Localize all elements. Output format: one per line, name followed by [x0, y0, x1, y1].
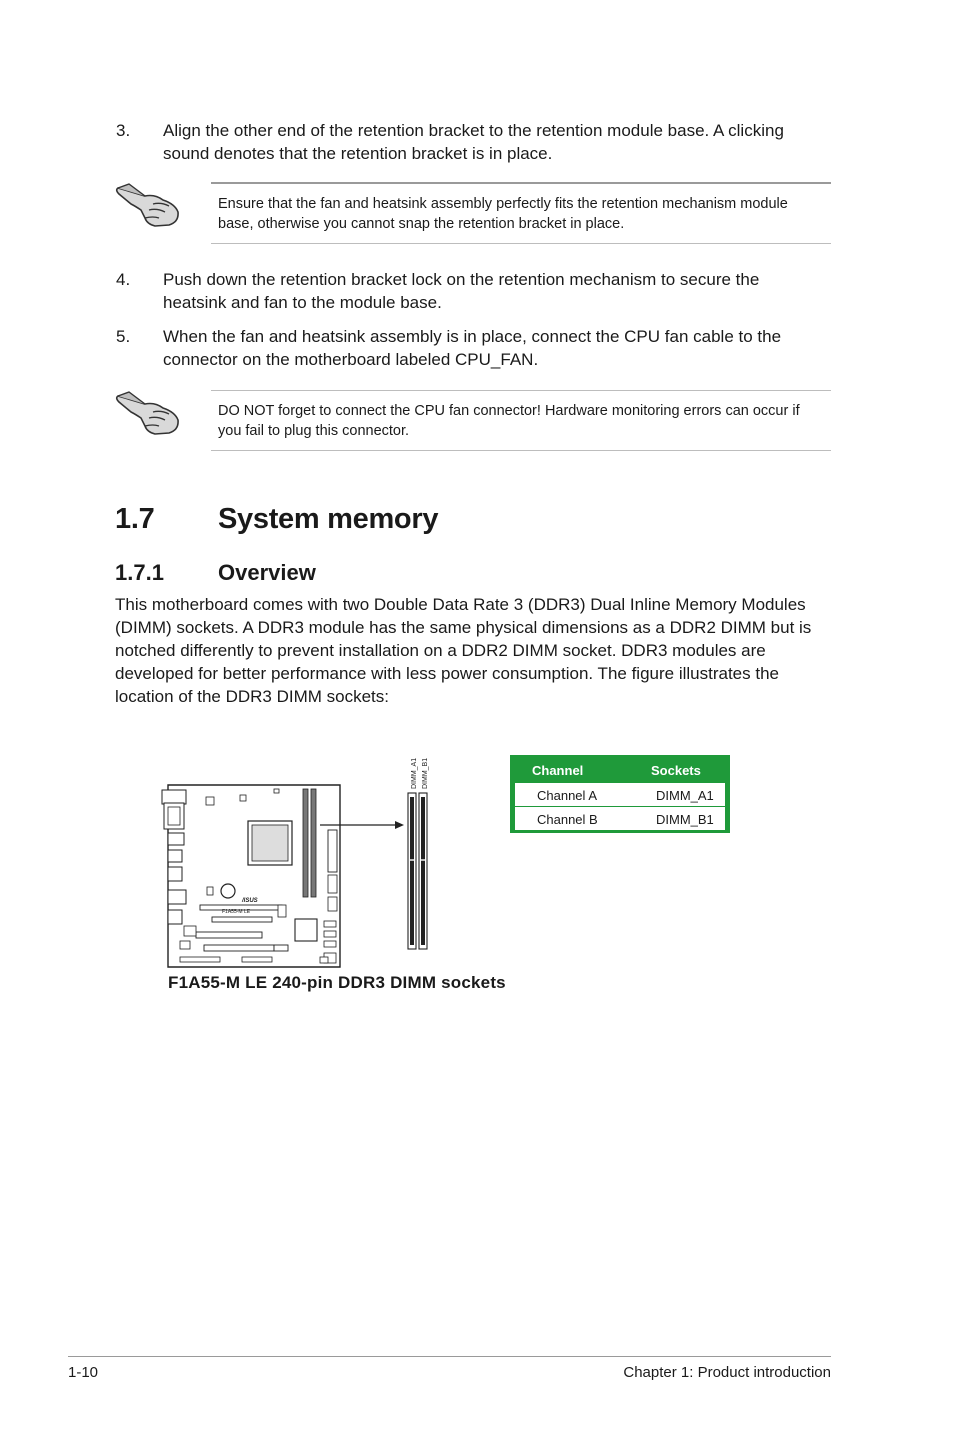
overview-paragraph: This motherboard comes with two Double Data Rate 3 (DDR3) Dual Inline Memory Modules (DIMM) sockets. A DDR3 module has the same physical dimensions as a DDR2 DIMM but is notched differently to prevent installation on a DDR2 DIMM socket. DDR3 modules are developed for better performance with less power consumption. The figure illustrates the location of the DDR3 DIMM sockets:	[115, 595, 812, 706]
step-3	[0, 119, 954, 165]
dimm-b1-label: DIMM_B1	[422, 757, 429, 789]
step-4	[0, 268, 954, 314]
table-header-row	[510, 755, 730, 783]
note-text: Ensure that the fan and heatsink assembly perfectly fits the retention mechanism module base, otherwise you cannot snap the retention bracket in place.	[218, 196, 788, 232]
chapter-title: Chapter 1: Product introduction	[623, 1364, 831, 1381]
step-text: Align the other end of the retention bracket to the retention module base. A clicking sound denotes that the retention bracket is in place.	[163, 121, 784, 163]
figure-caption: F1A55-M LE 240-pin DDR3 DIMM sockets	[168, 973, 506, 992]
motherboard-diagram	[150, 745, 450, 970]
channel-socket-table	[510, 755, 730, 833]
table-cell: Channel A	[537, 788, 597, 803]
step-number: 3.	[116, 121, 131, 140]
step-text: Push down the retention bracket lock on the retention mechanism to secure the heatsink and fan to the module base.	[163, 270, 760, 312]
section-number: 1.7	[115, 503, 155, 535]
step-text: When the fan and heatsink assembly is in place, connect the CPU fan cable to the connector on the motherboard labeled CPU_FAN.	[163, 327, 782, 369]
page-number: 1-10	[68, 1364, 99, 1381]
table-header-cell: Channel	[532, 763, 584, 778]
step-5	[0, 325, 954, 371]
step-number: 5.	[116, 327, 131, 346]
table-cell: Channel B	[537, 812, 598, 827]
table-header-cell: Sockets	[651, 763, 701, 778]
section-title: System memory	[218, 503, 439, 535]
subsection-title: Overview	[218, 560, 316, 585]
note-box	[211, 182, 831, 244]
table-cell: DIMM_B1	[656, 812, 714, 827]
subsection-number: 1.7.1	[115, 560, 164, 585]
board-model-label: F1A55-M LE	[222, 909, 251, 915]
pointing-hand-icon	[115, 388, 181, 436]
step-number: 4.	[116, 270, 131, 289]
board-brand: /ISUS	[242, 898, 258, 904]
warning-box	[211, 390, 831, 451]
table-cell: DIMM_A1	[656, 788, 714, 803]
pointing-hand-icon	[115, 180, 181, 228]
dimm-a1-label: DIMM_A1	[411, 757, 418, 789]
footer-divider	[68, 1356, 831, 1357]
note-text: DO NOT forget to connect the CPU fan connector! Hardware monitoring errors can occur if you fail to plug this connector.	[218, 403, 800, 439]
section-heading	[115, 503, 439, 536]
table-row	[515, 807, 725, 830]
subsection-heading	[115, 560, 316, 586]
table-row	[515, 783, 725, 806]
